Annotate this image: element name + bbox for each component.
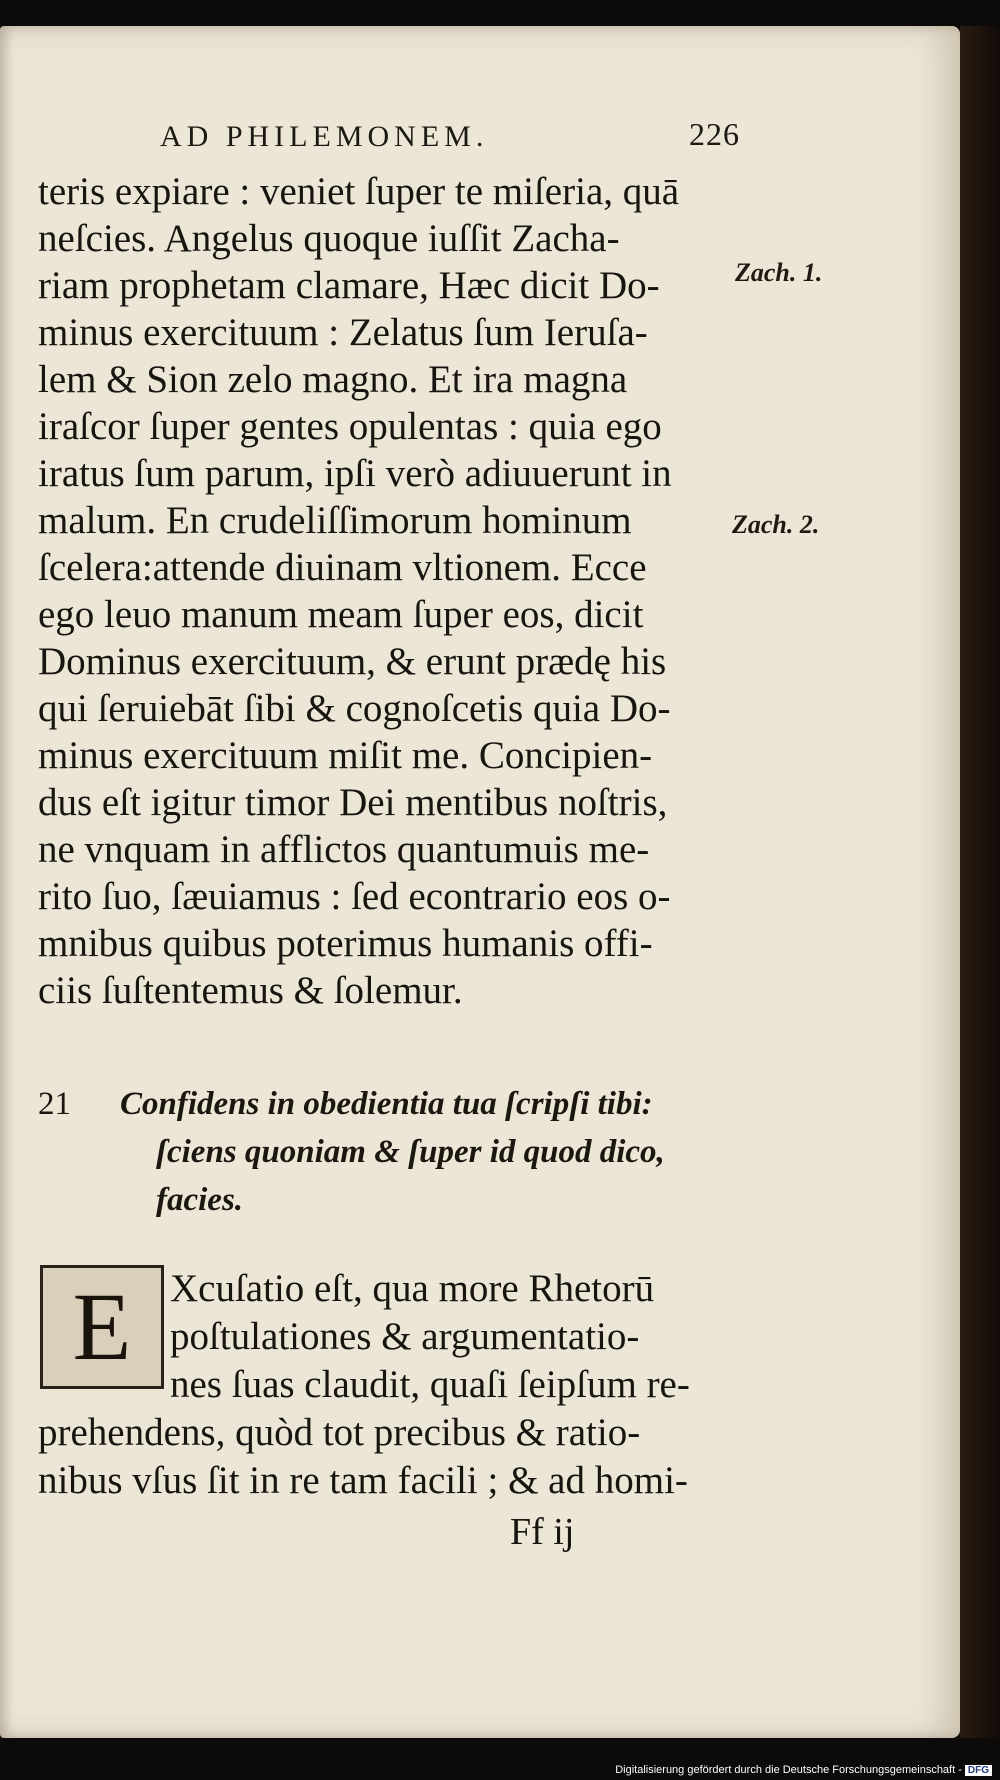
text-line: minus exercituum miſit me. Concipien- — [38, 734, 653, 777]
text-line: rito ſuo, ſæuiamus : ſed econtrario eos o- — [38, 875, 671, 918]
text-line: nibus vſus ſit in re tam facili ; & ad homi- — [38, 1459, 688, 1502]
text-line: qui ſeruiebāt ſibi & cognoſcetis quia Do- — [38, 687, 671, 730]
verse-line: Confidens in obedientia tua ſcripſi tibi: — [120, 1086, 653, 1122]
text-line: neſcies. Angelus quoque iuſſit Zacha- — [38, 217, 620, 260]
text-line: ſcelera:attende diuinam vltionem. Ecce — [38, 546, 647, 589]
text-line: ne vnquam in afflictos quantumuis me- — [38, 828, 650, 871]
margin-note-zach-1: Zach. 1. — [735, 258, 823, 287]
dfg-logo: DFG — [965, 1765, 992, 1776]
verse-line: ſciens quoniam & ſuper id quod dico, — [156, 1134, 665, 1170]
margin-note-zach-2: Zach. 2. — [732, 510, 820, 539]
running-header — [160, 116, 740, 154]
text-line: dus eſt igitur timor Dei mentibus noſtris, — [38, 781, 668, 824]
running-title: AD PHILEMONEM. — [160, 120, 489, 153]
text-line: ego leuo manum meam ſuper eos, dicit — [38, 593, 644, 636]
book-edge — [960, 26, 1000, 1738]
verse-number: 21 — [38, 1086, 71, 1122]
text-line: Dominus exercituum, & erunt prædę his — [38, 640, 667, 683]
text-line: nes ſuas claudit, quaſi ſeipſum re- — [170, 1363, 690, 1406]
body-paragraph — [38, 168, 723, 1014]
footer-text: Digitalisierung gefördert durch die Deutsche Forschungsgemeinschaft - — [615, 1764, 962, 1776]
commentary-paragraph — [38, 1265, 728, 1505]
text-line: teris expiare : veniet ſuper te miſeria, quā — [38, 170, 680, 213]
text-line: iraſcor ſuper gentes opulentas : quia ego — [38, 405, 662, 448]
text-line: Xcuſatio eſt, qua more Rhetorū — [170, 1267, 655, 1310]
text-line: lem & Sion zelo magno. Et ira magna — [38, 358, 628, 401]
text-line: ciis ſuſtentemus & ſolemur. — [38, 969, 463, 1012]
text-line: malum. En crudeliſſimorum hominum — [38, 499, 632, 542]
text-line: mnibus quibus poterimus humanis offi- — [38, 922, 653, 965]
signature-mark: Ff ij — [510, 1511, 575, 1553]
text-line: riam prophetam clamare, Hæc dicit Do- — [38, 264, 660, 307]
verse-line: facies. — [156, 1182, 244, 1218]
initial-letter: E — [72, 1273, 132, 1380]
digitization-footer — [615, 1764, 992, 1776]
page-number: 226 — [689, 116, 740, 152]
text-line: poſtulationes & argumentatio- — [170, 1315, 640, 1358]
text-line: minus exercituum : Zelatus ſum Ieruſa- — [38, 311, 648, 354]
text-line: iratus ſum parum, ipſi verò adiuuerunt in — [38, 452, 672, 495]
text-line: prehendens, quòd tot precibus & ratio- — [38, 1411, 641, 1454]
